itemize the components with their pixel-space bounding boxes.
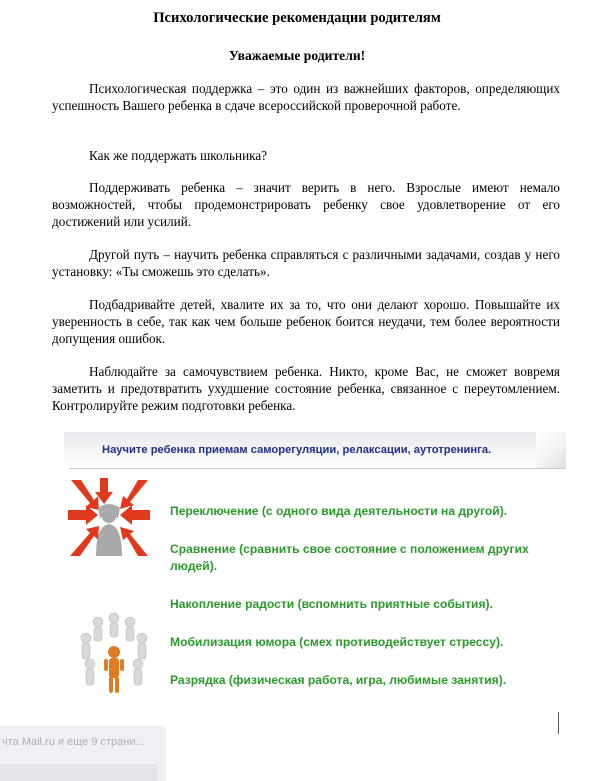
people-circle-team-icon — [78, 612, 150, 698]
stressed-figure-arrows-icon — [68, 478, 150, 558]
paragraph-believe: Поддерживать ребенка – значит верить в него. Взрослые имеют немало возможностей, чтобы продемонстрировать ребенку свое удовлетворение от его достижений или усилий. — [52, 180, 560, 229]
paragraph-question: Как же поддержать школьника? — [89, 148, 268, 163]
slide-heading: Научите ребенка приемам саморегуляции, релаксации, аутотренинга. — [102, 444, 492, 456]
text-cursor — [558, 712, 559, 734]
technique-switching: Переключение (с одного вида деятельности на другой). — [170, 504, 508, 518]
self-regulation-slide — [64, 432, 566, 708]
document-subtitle: Уважаемые родители! — [228, 48, 366, 63]
document-title: Психологические рекомендации родителям — [153, 10, 441, 26]
technique-joy-accumulation: Накопление радости (вспомнить приятные события). — [170, 597, 493, 611]
paragraph-another-way: Другой путь – научить ребенка справляться с различными задачами, создав у него установку: «Ты сможешь это сделать». — [52, 247, 560, 279]
slide-divider — [70, 468, 566, 469]
browser-notification[interactable] — [0, 726, 166, 781]
paragraph-encourage: Подбадривайте детей, хвалите их за то, что они делают хорошо. Повышайте их уверенность в себе, так как чем больше ребенок боится неудачи, тем более вероятности допущения ошибок. — [52, 297, 560, 346]
paragraph-support: Психологическая поддержка – это один из важнейших факторов, определяющих успешность Вашего ребенка в сдаче всероссийской проверочной работе. — [52, 81, 560, 113]
paragraph-observe: Наблюдайте за самочувствием ребенка. Никто, кроме Вас, не сможет вовремя заметить и предотвратить ухудшение состояние ребенка, связанное с переутомлением. Контролируйте режим подготовки ребенка. — [52, 364, 560, 413]
technique-release: Разрядка (физическая работа, игра, любимые занятия). — [170, 673, 507, 687]
technique-comparison: Сравнение (сравнить свое состояние с положением других людей). — [170, 542, 529, 573]
notification-bar — [0, 764, 158, 781]
notification-text[interactable]: чта Mail.ru и еще 9 страни... — [2, 736, 145, 748]
technique-humor: Мобилизация юмора (смех противодействует стрессу). — [170, 635, 504, 649]
